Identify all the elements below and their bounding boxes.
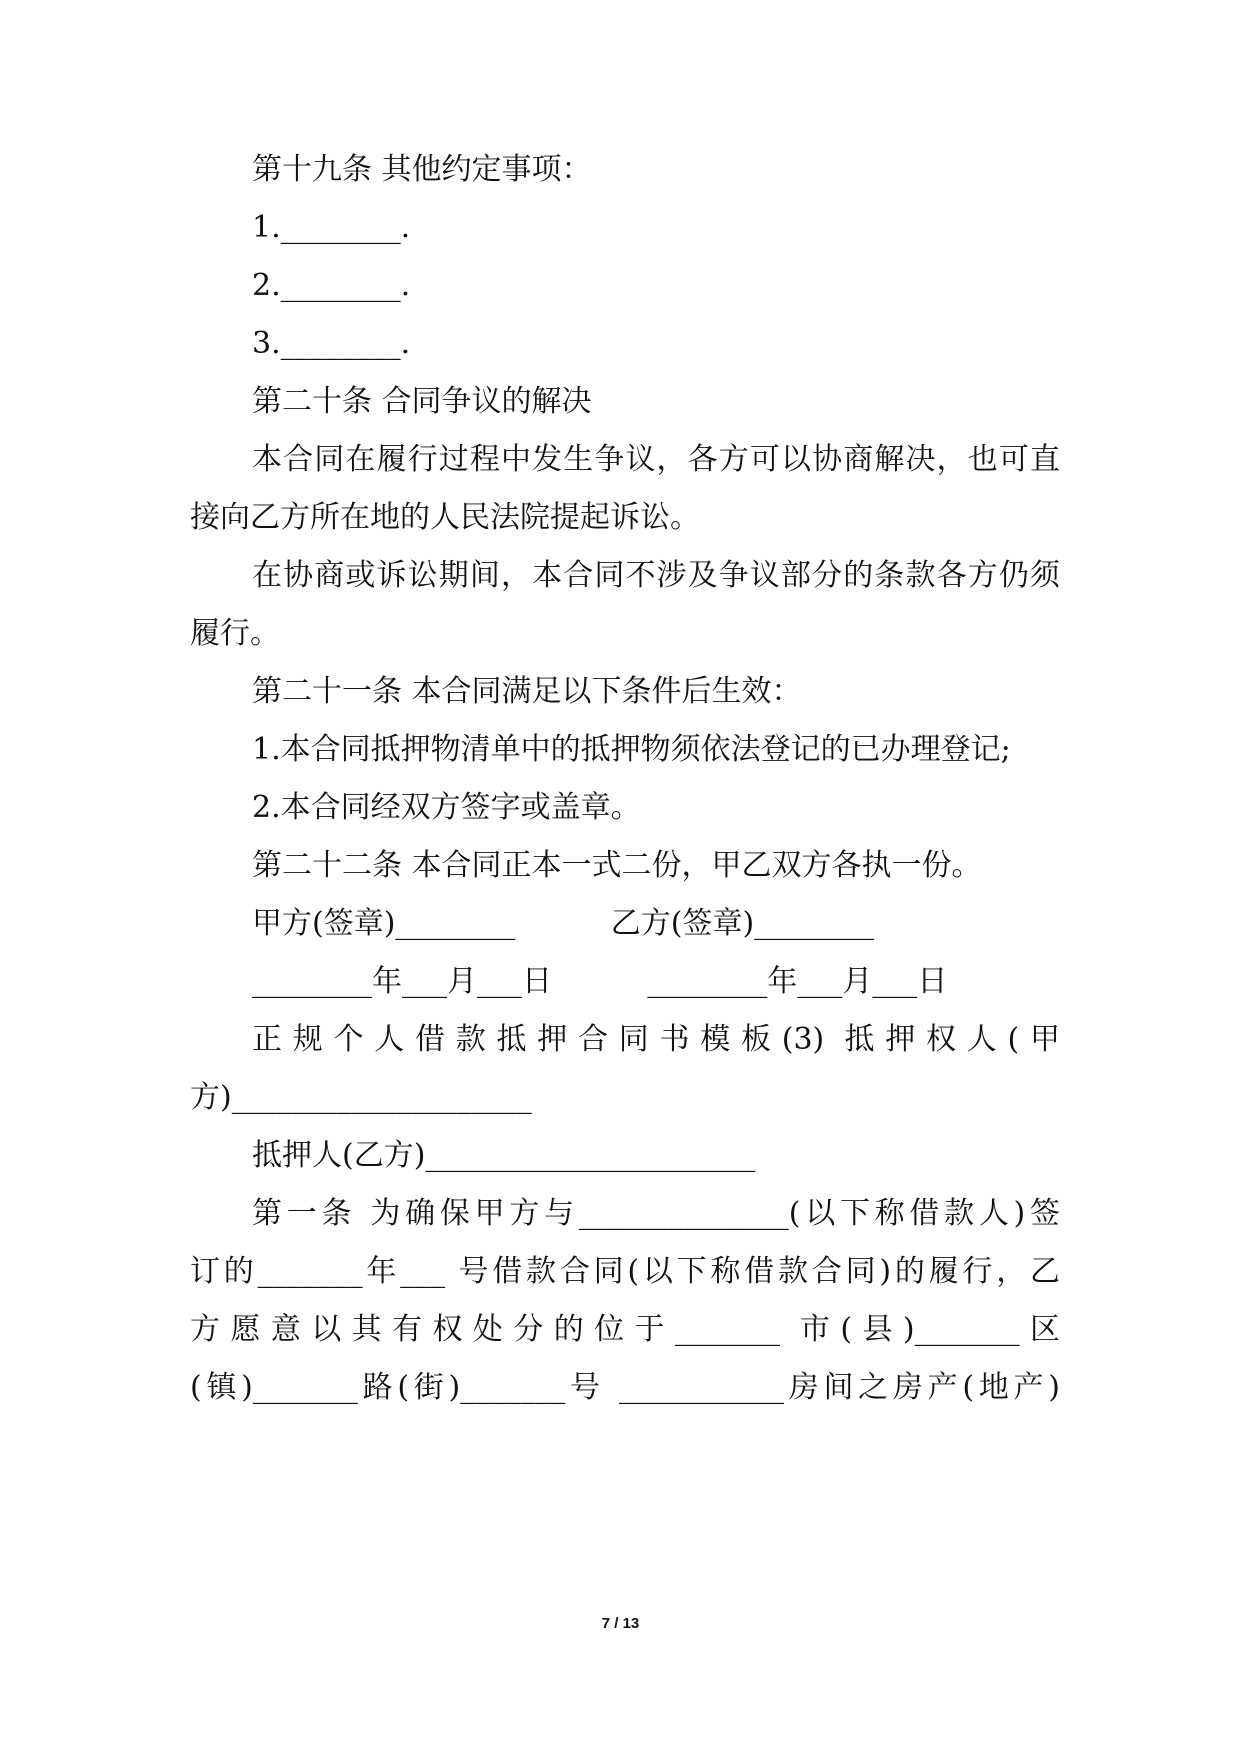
paragraph-line: 方)____________________ bbox=[190, 1080, 532, 1115]
list-item: 3.________. bbox=[252, 326, 411, 361]
article-21-heading: 第二十一条 本合同满足以下条件后生效： bbox=[252, 674, 802, 709]
article-1-line: 第一条 为确保甲方与______________(以下称借款人)签 bbox=[252, 1196, 1060, 1231]
paragraph-line: 接向乙方所在地的人民法院提起诉讼。 bbox=[190, 500, 700, 535]
template-title-line: 正规个人借款抵押合同书模板(3) 抵押权人(甲 bbox=[252, 1022, 1060, 1057]
article-22-heading: 第二十二条 本合同正本一式二份，甲乙双方各执一份。 bbox=[252, 848, 982, 883]
list-item: 1.________. bbox=[252, 210, 411, 245]
paragraph-line: 在协商或诉讼期间，本合同不涉及争议部分的条款各方仍须 bbox=[252, 558, 1060, 593]
paragraph-line: 方愿意以其有权处分的位于_______ 市(县)_______区 bbox=[190, 1312, 1060, 1347]
list-item: 2.本合同经双方签字或盖章。 bbox=[252, 790, 641, 825]
paragraph-line: 本合同在履行过程中发生争议，各方可以协商解决，也可直 bbox=[252, 442, 1060, 477]
paragraph-line: 订的_______年___ 号借款合同(以下称借款合同)的履行，乙 bbox=[190, 1254, 1060, 1289]
mortgagor-line: 抵押人(乙方)______________________ bbox=[252, 1138, 756, 1173]
page-number: 7 / 13 bbox=[601, 1615, 640, 1632]
list-item: 1.本合同抵押物清单中的抵押物须依法登记的已办理登记; bbox=[252, 732, 1011, 767]
signature-line: 甲方(签章)________ 乙方(签章)________ bbox=[252, 906, 875, 941]
date-line: ________年___月___日 ________年___月___日 bbox=[252, 964, 948, 999]
list-item: 2.________. bbox=[252, 268, 411, 303]
paragraph-line: 履行。 bbox=[190, 616, 280, 651]
paragraph-line: (镇)_______路(街)_______号 ___________房间之房产(地产) bbox=[190, 1370, 1060, 1405]
article-19-heading: 第十九条 其他约定事项： bbox=[252, 152, 592, 187]
article-20-heading: 第二十条 合同争议的解决 bbox=[252, 384, 592, 419]
